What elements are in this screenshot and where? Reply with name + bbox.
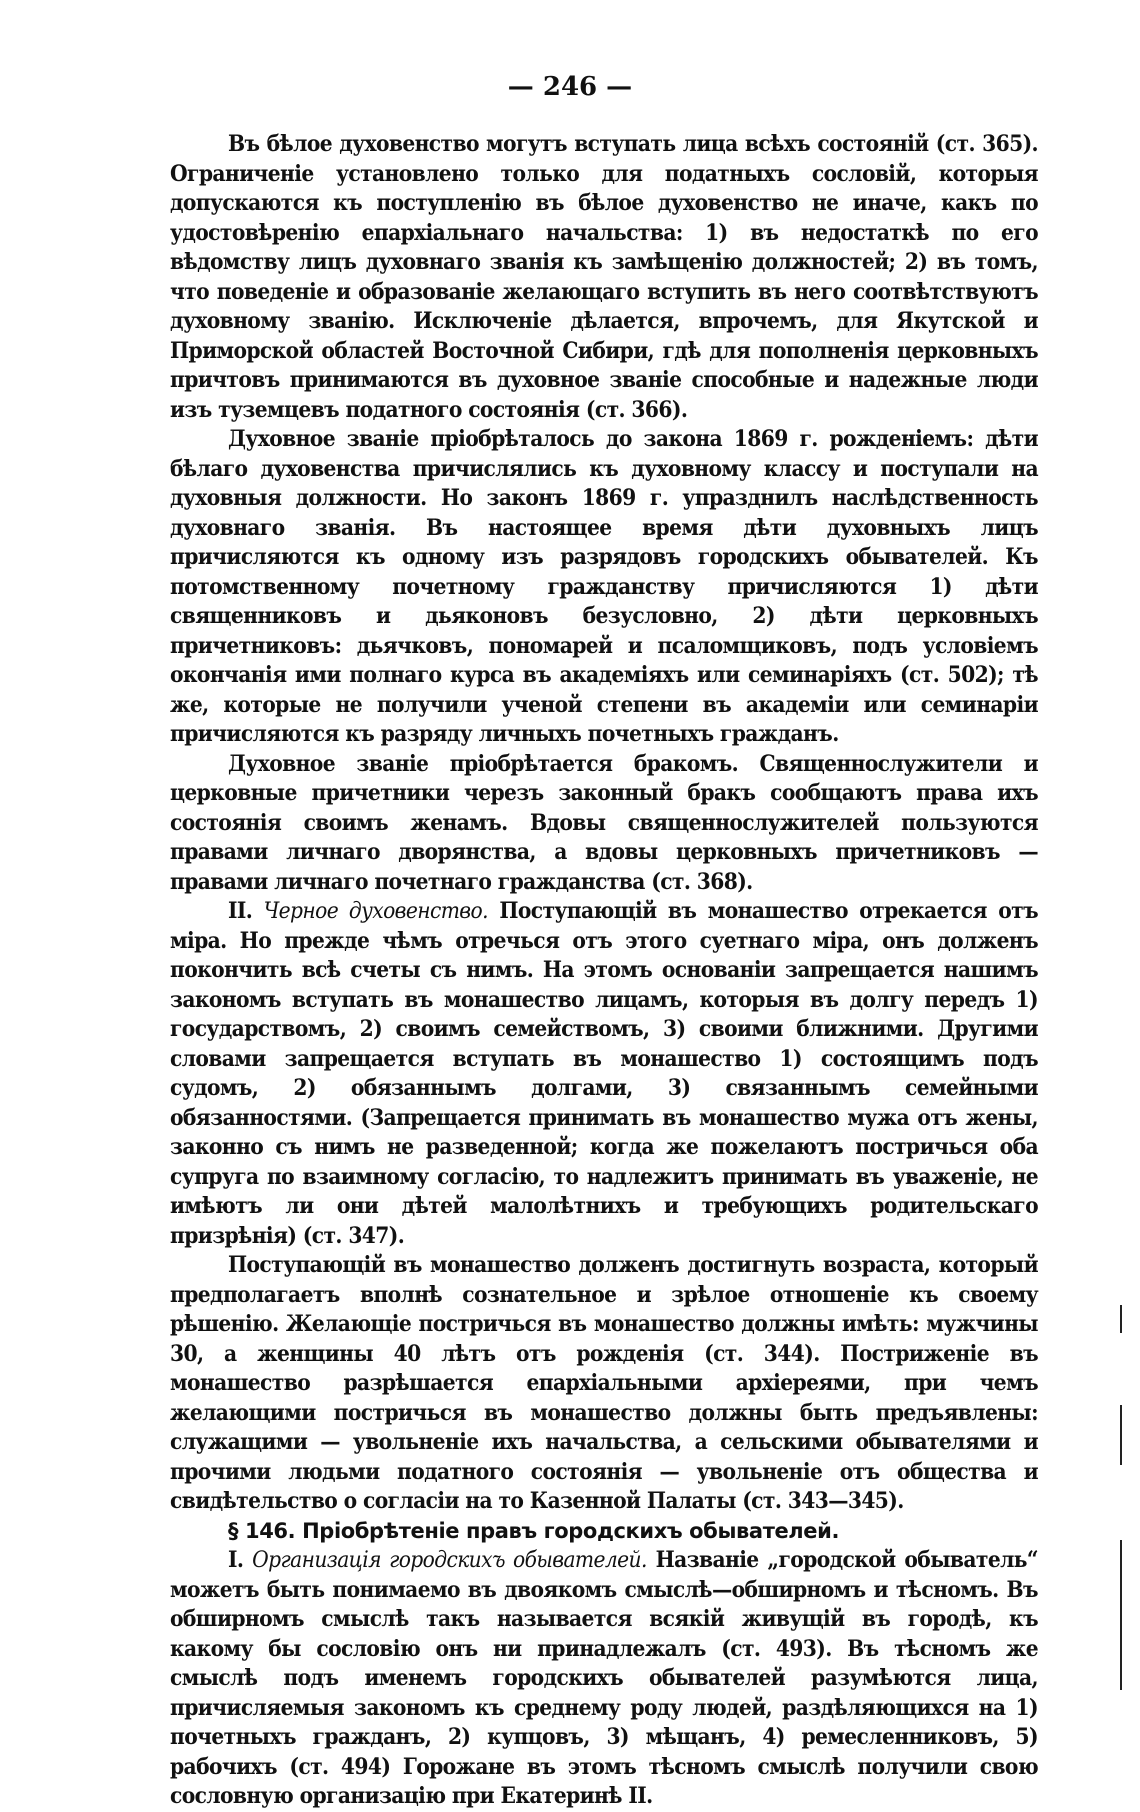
- paragraph-italic-heading: Организація городскихъ обывателей.: [252, 1547, 647, 1573]
- paragraph-white-clergy: Въ бѣлое духовенство могутъ вступать лица всѣхъ состояній (ст. 365). Ограниченіе установлено только для податныхъ сословій, которыя допускаются къ поступленію въ бѣлое духовенство не иначе, какъ по удостовѣренію епархіальнаго начальства: 1) въ недостаткѣ по его вѣдомству лицъ духовнаго званія къ замѣщенію должностей; 2) въ томъ, что поведеніе и образованіе желающаго вступить въ него соотвѣтствуютъ духовному званію. Исключеніе дѣлается, впрочемъ, для Якутской и Приморской областей Восточной Сибири, гдѣ для пополненія церковныхъ причтовъ принимаются въ духовное званіе способные и надежные люди изъ туземцевъ податного состоянія (ст. 366).: [170, 131, 1038, 423]
- paragraph-label: II.: [228, 898, 253, 924]
- paragraph-monastic-age: Поступающій въ монашество долженъ достигнуть возраста, который предполагаетъ вполнѣ сознательное и зрѣлое отношеніе къ своему рѣшенію. Желающіе постричься въ монашество должны имѣть: мужчины 30, а женщины 40 лѣтъ отъ рожденія (ст. 344). Постриженіе въ монашество разрѣшается епархіальными архіереями, при чемъ желающими постричься въ монашество должны быть предъявлены: служащими — увольненіе ихъ начальства, а сельскими обывателями и прочими людьми податного состоянія — увольненіе отъ общества и свидѣтельство о согласіи на то Казенной Палаты (ст. 343—345).: [170, 1252, 1038, 1514]
- paragraph-italic-heading: Черное духовенство.: [263, 898, 488, 924]
- paragraph-black-clergy: II. Черное духовенство. Поступающій въ монашество отрекается отъ міра. Но прежде чѣмъ отречься отъ этого суетнаго міра, онъ долженъ покончить всѣ счеты съ нимъ. На этомъ основаніи запрещается нашимъ закономъ вступать въ монашество лицамъ, которыя въ долгу передъ 1) государствомъ, 2) своимъ семействомъ, 3) своими ближними. Другими словами запрещается вступать въ монашество 1) состоящимъ подъ судомъ, 2) обязаннымъ долгами, 3) связаннымъ семейными обязанностями. (Запрещается принимать въ монашество мужа отъ жены, законно съ нимъ не разведенной; когда же пожелаютъ постричься оба супруга по взаимному согласію, то надлежитъ принимать въ уваженіе, не имѣютъ ли они дѣтей малолѣтнихъ и требующихъ родительскаго призрѣнія) (ст. 347).: [170, 898, 1039, 1249]
- scan-edge-mark: [1120, 1305, 1122, 1333]
- paragraph-town-dwellers: I. Организація городскихъ обывателей. Названіе „городской обыватель“ можетъ быть понимаемо въ двоякомъ смыслѣ—обширномъ и тѣсномъ. Въ обширномъ смыслѣ такъ называется всякій живущій въ городѣ, къ какому бы сословію онъ ни принадлежалъ (ст. 493). Въ тѣсномъ же смыслѣ подъ именемъ городскихъ обывателей разумѣются лица, причисляемыя закономъ къ среднему роду людей, раздѣляющихся на 1) почетныхъ гражданъ, 2) купцовъ, 3) мѣщанъ, 4) ремесленниковъ, 5) рабочихъ (ст. 494) Горожане въ этомъ тѣсномъ смыслѣ получили свою сословную организацію при Екатеринѣ II.: [170, 1547, 1038, 1809]
- paragraph-label: I.: [228, 1547, 244, 1573]
- page-number: — 246 —: [507, 72, 633, 102]
- scan-edge-mark: [1120, 1540, 1122, 1690]
- paragraph-acquisition-by-birth: Духовное званіе пріобрѣталось до закона 1869 г. рожденіемъ: дѣти бѣлаго духовенства причислялись къ духовному классу и поступали на духовныя должности. Но законъ 1869 г. упразднилъ наслѣдственность духовнаго званія. Въ настоящее время дѣти духовныхъ лицъ причисляются къ одному изъ разрядовъ городскихъ обывателей. Къ потомственному почетному гражданству причисляются 1) дѣти священниковъ и дьяконовъ безусловно, 2) дѣти церковныхъ причетниковъ: дьячковъ, пономарей и псаломщиковъ, подъ условіемъ окончанія ими полнаго курса въ академіяхъ или семинаріяхъ (ст. 502); тѣ же, которые не получили ученой степени въ академіи или семинаріи причисляются къ разряду личныхъ почетныхъ гражданъ.: [170, 426, 1038, 747]
- scan-edge-mark: [1120, 1405, 1122, 1465]
- section-heading: § 146. Пріобрѣтеніе правъ городскихъ обывателей.: [228, 1518, 840, 1543]
- paragraph-acquisition-by-marriage: Духовное званіе пріобрѣтается бракомъ. Священнослужители и церковные причетники черезъ законный бракъ сообщаютъ права ихъ состоянія своимъ женамъ. Вдовы священнослужителей пользуются правами личнаго дворянства, а вдовы церковныхъ причетниковъ — правами личнаго почетнаго гражданства (ст. 368).: [170, 750, 1038, 895]
- body-text: [170, 130, 1038, 1812]
